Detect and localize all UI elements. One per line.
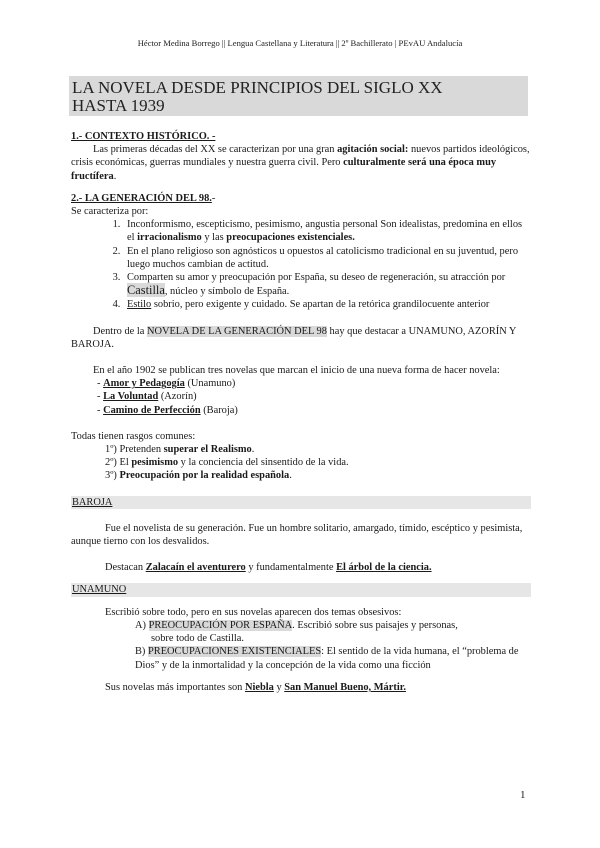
text: 1º) Pretenden <box>105 444 164 456</box>
book-title: La Voluntad <box>103 391 159 403</box>
document-title <box>69 76 528 116</box>
unamuno-theme-a <box>71 619 531 632</box>
book-title: Amor y Pedagogía <box>103 378 185 390</box>
text: Comparten su amor y preocupación por España, su deseo de regeneración, su atracción por <box>127 272 506 284</box>
highlighted-text: PREOCUPACIÓN POR ESPAÑA <box>148 619 293 631</box>
rasgos-list <box>71 443 531 483</box>
book-title: El árbol de la ciencia. <box>336 562 432 574</box>
book-author: (Azorín) <box>158 391 197 403</box>
heading-tail: - <box>211 192 216 204</box>
book-author: (Unamuno) <box>184 378 236 390</box>
list-item <box>123 218 531 244</box>
unamuno-theme-b <box>71 645 531 671</box>
list-item <box>105 443 531 456</box>
text: nuevos partidos ideológicos, crisis económicas, guerras mundiales y nuestra guerra civil. Pero <box>71 144 530 169</box>
section-heading-baroja: BAROJA <box>71 496 531 509</box>
book-title: Zalacaín el aventurero <box>145 562 246 574</box>
text: y fundamentalmente <box>245 562 337 574</box>
highlighted-text: NOVELA DE LA GENERACIÓN DEL 98 <box>146 325 327 337</box>
highlighted-text: Castilla <box>127 283 165 298</box>
novels-list <box>71 377 531 417</box>
book-title: Camino de Perfección <box>103 404 201 416</box>
text: hay que destacar a UNAMUNO, AZORÍN Y BAROJA. <box>71 325 517 350</box>
underlined-text: Estilo <box>127 299 152 311</box>
title-line-2: HASTA 1939 <box>72 96 165 115</box>
highlighted-text: PREOCUPACIONES EXISTENCIALES <box>148 646 322 658</box>
list-item <box>105 469 531 482</box>
text: Las primeras décadas del XX se caracterizan por una gran <box>93 144 338 156</box>
page-header: Héctor Medina Borrego || Lengua Castellana y Literatura || 2º Bachillerato | PEvAU Andalucía <box>137 38 463 48</box>
text: Inconformismo, escepticismo, pesimismo, angustia personal Son idealistas, predomina en ellos el <box>127 219 523 244</box>
intro-text: Se caracteriza por: <box>71 206 149 218</box>
bold-text: irracionalismo <box>137 232 202 244</box>
book-title: Niebla <box>244 681 274 693</box>
text: B) <box>135 646 148 658</box>
paragraph-baroja: Fue el novelista de su generación. Fue un hombre solitario, amargado, tímido, escéptico y pesimista, aunque tierno con los desvalidos. <box>71 522 523 548</box>
document-body <box>71 126 531 694</box>
book-title: San Manuel Bueno, Mártir. <box>284 681 406 693</box>
text: , núcleo y símbolo de España. <box>164 286 290 298</box>
text: Sus novelas más importantes son <box>105 681 245 693</box>
text: sobrio, pero exigente y cuidado. Se apartan de la retórica grandilocuente anterior <box>151 299 490 311</box>
list-item: 2. En el plano religioso son agnósticos u opuestos al catolicismo tradicional en su juventud, pero luego muchos cambian de actitud. <box>123 245 531 271</box>
heading-text: 2.- LA GENERACIÓN DEL 98. <box>71 192 212 204</box>
title-line-1: LA NOVELA DESDE PRINCIPIOS DEL SIGLO XX <box>72 78 443 97</box>
text: y <box>273 681 285 693</box>
text: Destacan <box>105 562 146 574</box>
bold-text: culturalmente será una época muy fructífera <box>71 157 497 182</box>
text: : El sentido de la vida humana, el “problema de Dios” y de la inmortalidad y la concepción de la vida como una ficción <box>135 646 519 671</box>
paragraph-novela <box>71 325 531 351</box>
text: . Escribió sobre sus paisajes y personas, <box>292 619 458 631</box>
list-item <box>123 271 531 298</box>
text: . <box>113 170 117 182</box>
bold-text: superar el Realismo <box>163 444 252 456</box>
paragraph-1902: En el año 1902 se publican tres novelas que marcan el inicio de una nueva forma de hacer novela: <box>93 365 500 377</box>
list-item <box>123 298 531 311</box>
paragraph-unamuno: Escribió sobre todo, pero en sus novelas aparecen dos temas obsesivos: <box>105 606 402 618</box>
section-heading-contexto: 1.- CONTEXTO HISTÓRICO. - <box>71 131 216 142</box>
dash: - <box>97 391 104 403</box>
book-author: (Baroja) <box>200 404 238 416</box>
text: . <box>251 444 255 456</box>
characteristics-list <box>71 218 531 311</box>
text: 2º) El <box>105 457 132 469</box>
section-heading-unamuno: UNAMUNO <box>71 583 531 596</box>
section-heading-generacion <box>71 192 531 205</box>
bold-text: agitación social: <box>337 144 409 156</box>
text: . <box>289 470 292 482</box>
text: y la conciencia del sinsentido de la vida. <box>178 457 349 469</box>
paragraph-unamuno-obras <box>71 681 531 694</box>
dash: - <box>97 404 104 416</box>
paragraph-baroja-obras <box>71 561 531 574</box>
page-number: 1 <box>520 789 526 801</box>
list-item <box>97 404 531 417</box>
text: Dentro de la <box>93 325 147 337</box>
rasgos-intro: Todas tienen rasgos comunes: <box>71 430 196 442</box>
bold-text: pesimismo <box>131 457 179 469</box>
list-item <box>97 390 531 403</box>
text: A) <box>135 619 149 631</box>
text: y las <box>201 232 227 244</box>
unamuno-theme-a-cont: sobre todo de Castilla. <box>151 633 244 645</box>
paragraph-contexto <box>71 143 531 183</box>
text: 3º) <box>105 470 120 482</box>
bold-text: Preocupación por la realidad española <box>119 470 290 482</box>
dash: - <box>97 378 104 390</box>
list-item <box>105 456 531 469</box>
bold-text: preocupaciones existenciales. <box>226 232 355 244</box>
list-item <box>97 377 531 390</box>
